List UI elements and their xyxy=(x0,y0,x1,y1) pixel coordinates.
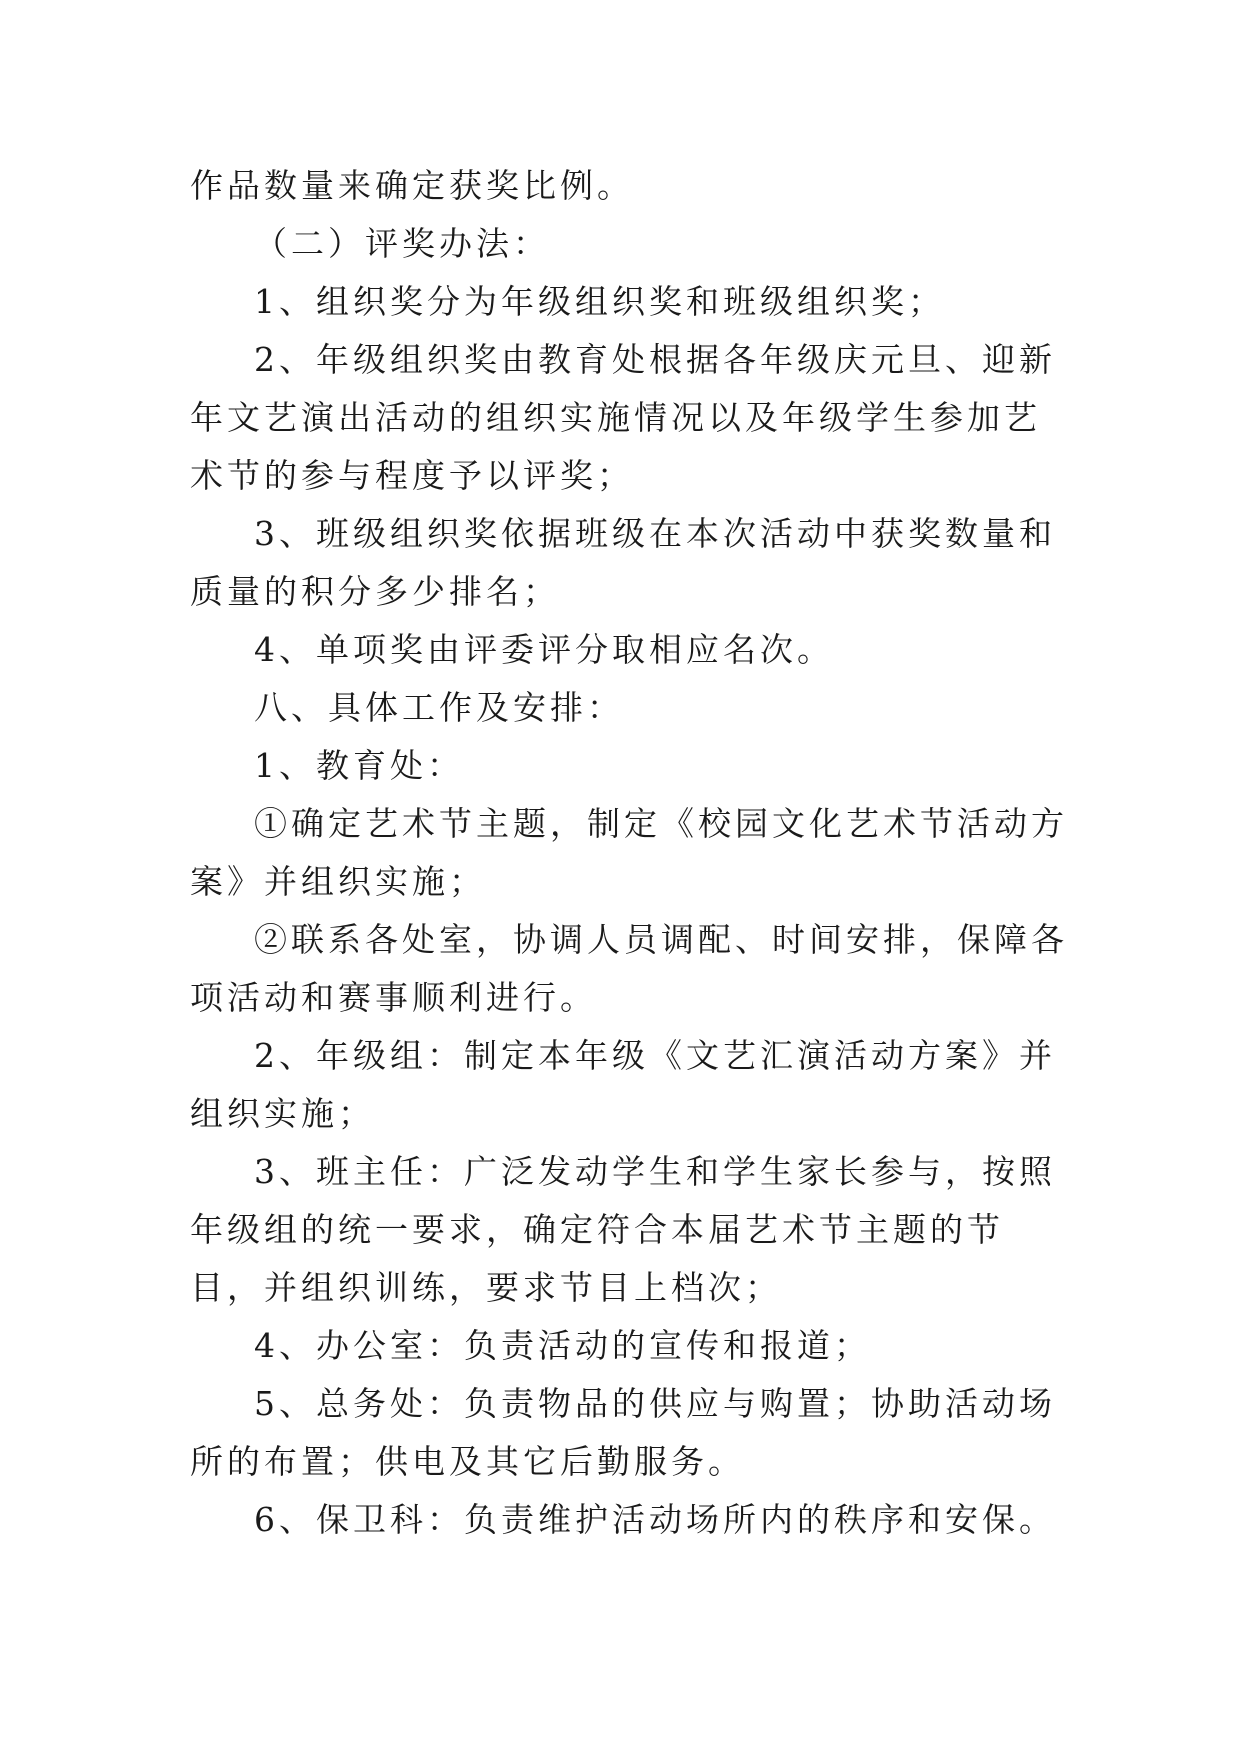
paragraph: 3、班级组织奖依据班级在本次活动中获奖数量和质量的积分多少排名； xyxy=(190,514,1056,611)
section-heading-award-method: （二）评奖办法： xyxy=(254,224,550,263)
paragraph: 2、年级组：制定本年级《文艺汇演活动方案》并组织实施； xyxy=(190,1036,1056,1133)
paragraph: ②联系各处室，协调人员调配、时间安排，保障各项活动和赛事顺利进行。 xyxy=(190,920,1068,1017)
paragraph: 5、总务处：负责物品的供应与购置；协助活动场所的布置；供电及其它后勤服务。 xyxy=(190,1384,1056,1481)
paragraph: ①确定艺术节主题，制定《校园文化艺术节活动方案》并组织实施； xyxy=(190,804,1068,901)
document-body xyxy=(190,157,1070,1549)
paragraph: 作品数量来确定获奖比例。 xyxy=(190,166,634,205)
paragraph: 4、单项奖由评委评分取相应名次。 xyxy=(254,630,834,669)
paragraph: 2、年级组织奖由教育处根据各年级庆元旦、迎新年文艺演出活动的组织实施情况以及年级学生参加艺术节的参与程度予以评奖； xyxy=(190,340,1056,495)
paragraph: 4、办公室：负责活动的宣传和报道； xyxy=(254,1326,871,1365)
paragraph: 6、保卫科：负责维护活动场所内的秩序和安保。 xyxy=(254,1500,1056,1539)
paragraph: 1、组织奖分为年级组织奖和班级组织奖； xyxy=(254,282,945,321)
paragraph: 3、班主任：广泛发动学生和学生家长参与，按照年级组的统一要求，确定符合本届艺术节主题的节目，并组织训练，要求节目上档次； xyxy=(190,1152,1056,1307)
paragraph: 1、教育处： xyxy=(254,746,464,785)
section-heading-work-arrangement: 八、具体工作及安排： xyxy=(254,688,624,727)
